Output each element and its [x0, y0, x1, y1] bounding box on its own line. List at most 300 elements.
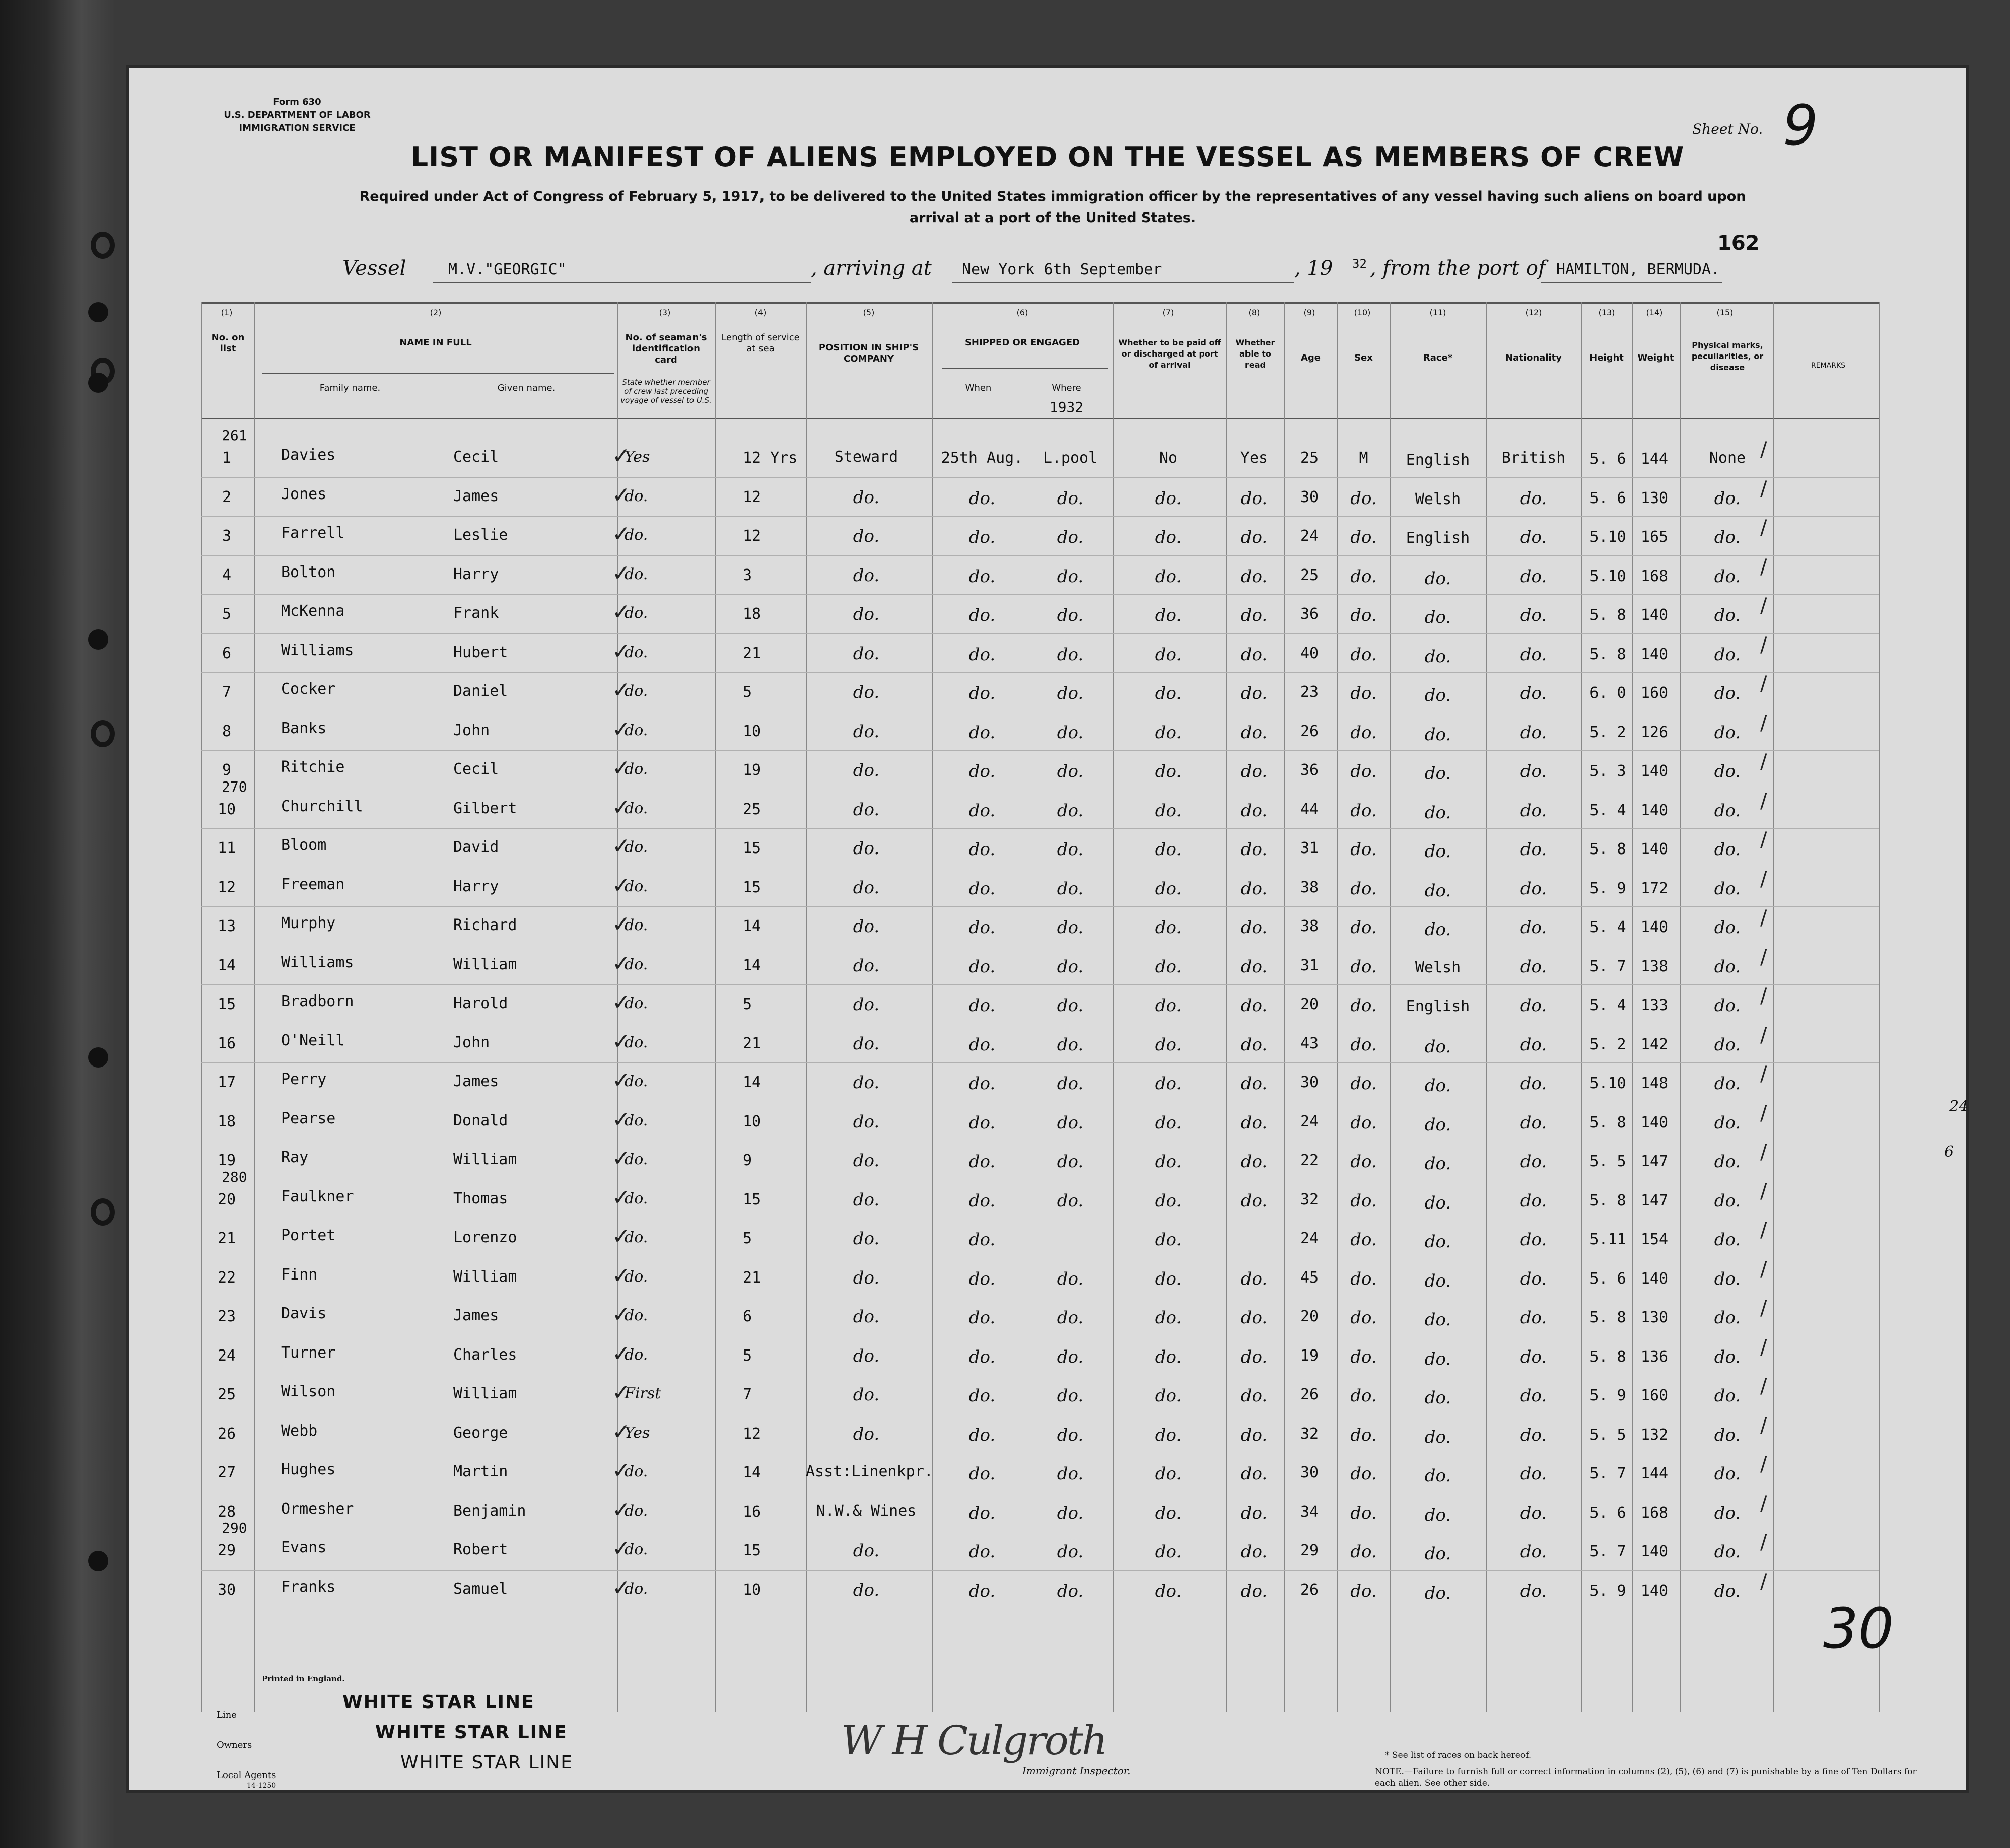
cell-given: Samuel: [453, 1580, 508, 1598]
cell-age: 45: [1300, 1268, 1319, 1287]
cell-weight: 132: [1640, 1426, 1669, 1444]
cell-no: 15: [217, 996, 236, 1013]
check-mark: ✓: [612, 1184, 631, 1211]
cell-card: do.: [625, 487, 648, 505]
cell-when: do.: [968, 1386, 996, 1406]
cell-height: 5. 7: [1589, 957, 1626, 975]
cell-sex: do.: [1350, 1268, 1377, 1289]
cell-position: do.: [853, 721, 880, 742]
check-mark: ✓: [612, 794, 631, 820]
cell-position: do.: [853, 1267, 880, 1288]
cell-read: do.: [1240, 956, 1268, 977]
cell-nationality: do.: [1520, 917, 1547, 938]
cell-service: 15: [743, 1542, 761, 1559]
cell-when: do.: [968, 956, 996, 977]
cell-family: Faulkner: [281, 1187, 354, 1205]
cell-paid: do.: [1155, 1308, 1182, 1328]
agents-label: Local Agents: [217, 1770, 276, 1781]
check-mark: /: [1760, 1570, 1767, 1593]
cell-race: do.: [1424, 1544, 1451, 1564]
cell-weight: 136: [1640, 1347, 1669, 1366]
punch-hole: [88, 629, 108, 650]
margin-scribble: 6: [1944, 1143, 1954, 1161]
cell-nationality: do.: [1520, 996, 1547, 1016]
column-number: (1): [221, 308, 233, 317]
cell-given: William: [453, 1267, 517, 1286]
cell-family: Williams: [281, 953, 354, 971]
cell-sex: do.: [1350, 839, 1377, 860]
cell-given: Lorenzo: [453, 1229, 517, 1246]
cell-race: do.: [1424, 1154, 1451, 1174]
check-mark: ✓: [612, 950, 631, 976]
cell-race: Welsh: [1415, 958, 1461, 976]
cell-read: do.: [1240, 644, 1268, 665]
cell-physical: None: [1709, 449, 1746, 467]
header-paid: Whether to be paid off or discharged at port of arrival: [1118, 338, 1221, 370]
cell-position: do.: [853, 1541, 880, 1561]
cell-no: 2: [222, 488, 232, 506]
year-suffix: 32: [1352, 257, 1367, 271]
cell-where: do.: [1057, 917, 1084, 938]
cell-weight: 126: [1640, 723, 1669, 741]
column-number: (14): [1646, 308, 1663, 317]
check-mark: /: [1760, 1491, 1767, 1515]
cell-where: do.: [1057, 1346, 1084, 1367]
table-row: [126, 516, 1969, 554]
check-mark: /: [1760, 750, 1767, 773]
cell-height: 5. 9: [1589, 879, 1626, 897]
cell-paid: do.: [1155, 878, 1182, 899]
cell-family: Turner: [281, 1343, 336, 1362]
cell-service: 16: [743, 1503, 761, 1521]
cell-card: do.: [625, 682, 648, 700]
cell-paid: do.: [1155, 527, 1182, 547]
check-mark: ✓: [612, 482, 631, 508]
race-note: * See list of races on back hereof.: [1385, 1750, 1532, 1760]
cell-race: do.: [1424, 1348, 1451, 1369]
cell-age: 24: [1300, 1112, 1319, 1130]
cell-where: do.: [1057, 1190, 1084, 1211]
table-row: [126, 1102, 1969, 1140]
cell-sex: do.: [1350, 488, 1377, 509]
cell-weight: 168: [1640, 567, 1669, 585]
margin-scribble: 24: [1949, 1098, 1969, 1115]
cell-no: 22: [217, 1268, 236, 1287]
cell-service: 14: [743, 1464, 761, 1481]
cell-height: 5. 7: [1589, 1543, 1626, 1560]
cell-where: L.pool: [1043, 449, 1098, 467]
cell-read: do.: [1240, 1425, 1268, 1445]
sheet-label: Sheet No.: [1692, 121, 1763, 137]
cell-height: 5. 8: [1589, 1191, 1626, 1210]
header-card: No. of seaman's identification card: [625, 332, 707, 365]
cell-weight: 140: [1640, 840, 1669, 858]
cell-service: 14: [743, 917, 761, 935]
cell-race: do.: [1424, 1076, 1451, 1096]
check-mark: /: [1760, 828, 1767, 851]
cell-service: 14: [743, 1074, 761, 1091]
margin-number: 261: [222, 427, 247, 444]
cell-nationality: do.: [1520, 566, 1547, 587]
check-mark: /: [1760, 984, 1767, 1008]
cell-nationality: do.: [1520, 1464, 1547, 1484]
cell-sex: do.: [1350, 1581, 1377, 1601]
column-number: (4): [754, 308, 767, 317]
cell-paid: do.: [1155, 839, 1182, 860]
cell-race: do.: [1424, 1388, 1451, 1408]
cell-sex: do.: [1350, 1230, 1377, 1250]
cell-weight: 140: [1640, 762, 1669, 780]
cell-nationality: do.: [1520, 1542, 1547, 1562]
inspector-signature: W H Culgroth: [841, 1717, 1106, 1764]
table-row: [126, 1531, 1969, 1569]
cell-weight: 140: [1640, 606, 1669, 624]
cell-given: John: [453, 721, 490, 739]
cell-no: 6: [222, 644, 232, 662]
cell-physical: do.: [1714, 917, 1741, 938]
cell-read: do.: [1240, 1152, 1268, 1172]
cell-given: Harry: [453, 565, 499, 583]
cell-no: 18: [217, 1112, 236, 1130]
cell-when: do.: [968, 1542, 996, 1562]
table-row: [126, 672, 1969, 710]
check-mark: /: [1760, 711, 1767, 735]
cell-where: do.: [1057, 1112, 1084, 1133]
table-row: [126, 633, 1969, 672]
cell-when: do.: [968, 996, 996, 1016]
cell-read: do.: [1240, 488, 1268, 509]
check-mark: /: [1760, 1335, 1767, 1359]
cell-height: 5. 4: [1589, 918, 1626, 936]
check-mark: ✓: [612, 1262, 631, 1289]
cell-family: Murphy: [281, 914, 336, 932]
cell-physical: do.: [1714, 1074, 1741, 1094]
cell-family: Franks: [281, 1578, 336, 1596]
cell-read: do.: [1240, 1268, 1268, 1289]
cell-no: 30: [217, 1581, 236, 1599]
cell-paid: do.: [1155, 1190, 1182, 1211]
cell-paid: do.: [1155, 1503, 1182, 1523]
check-mark: ✓: [612, 1418, 631, 1445]
cell-card: do.: [625, 526, 648, 544]
cell-where: do.: [1057, 527, 1084, 547]
cell-physical: do.: [1714, 644, 1741, 665]
cell-read: do.: [1240, 917, 1268, 938]
table-row: [126, 906, 1969, 945]
cell-physical: do.: [1714, 1152, 1741, 1172]
cell-card: do.: [625, 1267, 648, 1286]
cell-physical: do.: [1714, 956, 1741, 977]
cell-given: Frank: [453, 604, 499, 622]
table-row: [126, 1297, 1969, 1335]
cell-position: do.: [853, 877, 880, 898]
cell-race: do.: [1424, 802, 1451, 823]
check-mark: ✓: [612, 716, 631, 742]
cell-service: 10: [743, 722, 761, 740]
cell-when: do.: [968, 1308, 996, 1328]
cell-height: 5. 8: [1589, 645, 1626, 663]
cell-when: do.: [968, 1112, 996, 1133]
cell-family: Ritchie: [281, 758, 345, 776]
cell-nationality: do.: [1520, 1503, 1547, 1523]
check-mark: ✓: [612, 1458, 631, 1483]
cell-physical: do.: [1714, 605, 1741, 625]
cell-age: 25: [1300, 566, 1319, 584]
cell-race: do.: [1424, 1427, 1451, 1447]
cell-physical: do.: [1714, 1230, 1741, 1250]
cell-height: 5. 6: [1589, 1269, 1626, 1288]
cell-sex: do.: [1350, 1425, 1377, 1445]
cell-age: 30: [1300, 488, 1319, 506]
check-mark: /: [1760, 906, 1767, 930]
margin-number: 280: [222, 1168, 247, 1185]
cell-where: do.: [1057, 1308, 1084, 1328]
cell-service: 7: [743, 1386, 752, 1403]
cell-where: do.: [1057, 878, 1084, 899]
cell-sex: do.: [1350, 1308, 1377, 1328]
table-row: [126, 828, 1969, 867]
cell-when: do.: [968, 1503, 996, 1523]
cell-position: Asst:Linenkpr.: [806, 1463, 933, 1480]
cell-read: do.: [1240, 527, 1268, 547]
cell-age: 31: [1300, 839, 1319, 857]
cell-sex: do.: [1350, 1464, 1377, 1484]
cell-position: do.: [853, 565, 880, 586]
cell-position: do.: [853, 1385, 880, 1405]
cell-weight: 133: [1640, 997, 1669, 1014]
cell-race: Welsh: [1415, 490, 1461, 508]
cell-height: 5. 6: [1589, 1504, 1626, 1522]
cell-service: 25: [743, 800, 761, 818]
form-code: 14-1250: [247, 1782, 276, 1790]
cell-nationality: do.: [1520, 800, 1547, 821]
cell-family: Webb: [281, 1421, 318, 1440]
check-mark: ✓: [612, 872, 631, 898]
cell-sex: do.: [1350, 1386, 1377, 1406]
cell-given: Donald: [453, 1111, 508, 1129]
cell-when: do.: [968, 1230, 996, 1250]
cell-race: do.: [1424, 1036, 1451, 1057]
cell-age: 24: [1300, 1230, 1319, 1247]
cell-sex: do.: [1350, 761, 1377, 781]
cell-race: do.: [1424, 1583, 1451, 1603]
cell-read: do.: [1240, 1074, 1268, 1094]
punch-hole: [88, 1047, 108, 1068]
punch-hole: [91, 720, 115, 747]
cell-when: do.: [968, 878, 996, 899]
table-row: [126, 1492, 1969, 1530]
cell-position: N.W.& Wines: [816, 1502, 917, 1520]
check-mark: ✓: [612, 1340, 631, 1367]
cell-no: 1: [222, 449, 232, 467]
cell-service: 15: [743, 878, 761, 896]
cell-sex: do.: [1350, 956, 1377, 977]
owners-label: Owners: [217, 1740, 252, 1750]
cell-card: do.: [625, 1189, 648, 1207]
cell-given: Benjamin: [453, 1502, 526, 1520]
cell-given: Daniel: [453, 682, 508, 700]
cell-where: do.: [1057, 683, 1084, 703]
column-number: (8): [1248, 308, 1260, 317]
check-mark: ✓: [612, 638, 631, 664]
check-mark: /: [1760, 1101, 1767, 1125]
cell-position: do.: [853, 1189, 880, 1210]
cell-paid: do.: [1155, 917, 1182, 938]
cell-paid: do.: [1155, 1268, 1182, 1289]
column-number: (15): [1716, 308, 1734, 317]
cell-height: 5. 5: [1589, 1153, 1626, 1170]
cell-position: do.: [853, 1111, 880, 1132]
cell-given: William: [453, 1151, 517, 1168]
cell-where: do.: [1057, 761, 1084, 781]
table-row: [126, 1258, 1969, 1296]
cell-service: 9: [743, 1152, 752, 1169]
cell-when: do.: [968, 683, 996, 703]
table-row: [126, 477, 1969, 516]
cell-card: do.: [625, 838, 648, 856]
cell-paid: do.: [1155, 1386, 1182, 1406]
cell-position: do.: [853, 1424, 880, 1444]
cell-no: 7: [222, 683, 232, 701]
cell-sex: do.: [1350, 566, 1377, 587]
cell-height: 5. 9: [1589, 1387, 1626, 1404]
cell-no: 28: [217, 1503, 236, 1521]
cell-height: 5. 7: [1589, 1465, 1626, 1482]
cell-service: 15: [743, 839, 761, 857]
cell-paid: do.: [1155, 1425, 1182, 1445]
cell-card: do.: [625, 916, 648, 934]
cell-no: 9: [222, 761, 232, 779]
cell-nationality: do.: [1520, 839, 1547, 860]
cell-when: do.: [968, 1425, 996, 1445]
agents-stamp: WHITE STAR LINE: [400, 1752, 573, 1773]
cell-weight: 140: [1640, 918, 1669, 936]
check-mark: ✓: [612, 1028, 631, 1054]
cell-age: 24: [1300, 527, 1319, 545]
cell-position: do.: [853, 799, 880, 820]
cell-weight: 172: [1640, 879, 1669, 897]
check-mark: /: [1760, 1453, 1767, 1476]
cell-age: 26: [1300, 1581, 1319, 1599]
cell-position: do.: [853, 1229, 880, 1249]
cell-nationality: do.: [1520, 1425, 1547, 1445]
cell-physical: do.: [1714, 527, 1741, 547]
table-row: [126, 1062, 1969, 1101]
cell-position: do.: [853, 1151, 880, 1171]
cell-read: do.: [1240, 996, 1268, 1016]
check-mark: /: [1760, 516, 1767, 539]
cell-card: do.: [625, 1151, 648, 1168]
check-mark: ✓: [612, 1146, 631, 1171]
column-number: (2): [430, 308, 442, 317]
cell-physical: do.: [1714, 839, 1741, 860]
cell-height: 5.11: [1589, 1231, 1626, 1248]
cell-service: 12 Yrs: [743, 449, 798, 467]
cell-height: 5. 8: [1589, 606, 1626, 624]
cell-nationality: do.: [1520, 527, 1547, 547]
table-row: [126, 555, 1969, 594]
check-mark: ✓: [612, 1224, 631, 1249]
cell-race: do.: [1424, 880, 1451, 901]
cell-nationality: do.: [1520, 956, 1547, 977]
cell-nationality: do.: [1520, 1152, 1547, 1172]
cell-sex: do.: [1350, 1034, 1377, 1055]
cell-no: 26: [217, 1425, 236, 1443]
cell-paid: do.: [1155, 761, 1182, 781]
cell-no: 8: [222, 722, 232, 740]
cell-height: 5. 8: [1589, 1113, 1626, 1131]
cell-age: 25: [1300, 449, 1319, 467]
cell-given: Cecil: [453, 448, 499, 466]
check-mark: ✓: [612, 755, 631, 781]
cell-when: do.: [968, 644, 996, 665]
cell-service: 12: [743, 1425, 761, 1443]
cell-family: Jones: [281, 485, 327, 503]
cell-position: do.: [853, 604, 880, 624]
crew-count: 30: [1823, 1596, 1894, 1661]
cell-weight: 138: [1640, 957, 1669, 975]
cell-where: do.: [1057, 1425, 1084, 1445]
cell-read: do.: [1240, 722, 1268, 743]
cell-race: do.: [1424, 1505, 1451, 1525]
sheet-number: 9: [1783, 93, 1818, 158]
cell-read: do.: [1240, 1034, 1268, 1055]
cell-no: 20: [217, 1190, 236, 1209]
cell-race: do.: [1424, 1114, 1451, 1135]
check-mark: ✓: [612, 1302, 631, 1327]
cell-physical: do.: [1714, 488, 1741, 509]
check-mark: ✓: [612, 1575, 631, 1601]
cell-read: do.: [1240, 605, 1268, 625]
header-height: Height: [1589, 352, 1624, 363]
cell-when: do.: [968, 1190, 996, 1211]
cell-sex: do.: [1350, 1152, 1377, 1172]
cell-read: do.: [1240, 1542, 1268, 1562]
from-port-label: , from the port of: [1370, 257, 1546, 280]
cell-given: Leslie: [453, 526, 508, 544]
cell-no: 12: [217, 878, 236, 896]
line-label: Line: [217, 1710, 237, 1720]
table-row: [126, 1453, 1969, 1491]
cell-no: 17: [217, 1074, 236, 1091]
cell-when: do.: [968, 917, 996, 938]
cell-weight: 147: [1640, 1191, 1669, 1210]
column-number: (7): [1162, 308, 1174, 317]
cell-weight: 142: [1640, 1035, 1669, 1053]
cell-age: 20: [1300, 1308, 1319, 1325]
cell-nationality: do.: [1520, 605, 1547, 625]
cell-read: do.: [1240, 1581, 1268, 1601]
cell-nationality: do.: [1520, 488, 1547, 509]
cell-sex: do.: [1350, 644, 1377, 665]
cell-where: do.: [1057, 956, 1084, 977]
line-stamp: WHITE STAR LINE: [342, 1692, 535, 1713]
cell-paid: do.: [1155, 683, 1182, 703]
cell-height: 5. 6: [1589, 450, 1626, 468]
cell-age: 22: [1300, 1152, 1319, 1169]
cell-card: do.: [625, 1345, 648, 1364]
cell-given: James: [453, 487, 499, 505]
cell-physical: do.: [1714, 761, 1741, 781]
check-mark: ✓: [612, 677, 631, 703]
cell-race: do.: [1424, 607, 1451, 627]
cell-no: 25: [217, 1386, 236, 1403]
cell-when: do.: [968, 1464, 996, 1484]
cell-paid: do.: [1155, 1464, 1182, 1484]
cell-where: do.: [1057, 996, 1084, 1016]
table-row: [126, 984, 1969, 1023]
header-where: Where: [1052, 383, 1081, 393]
